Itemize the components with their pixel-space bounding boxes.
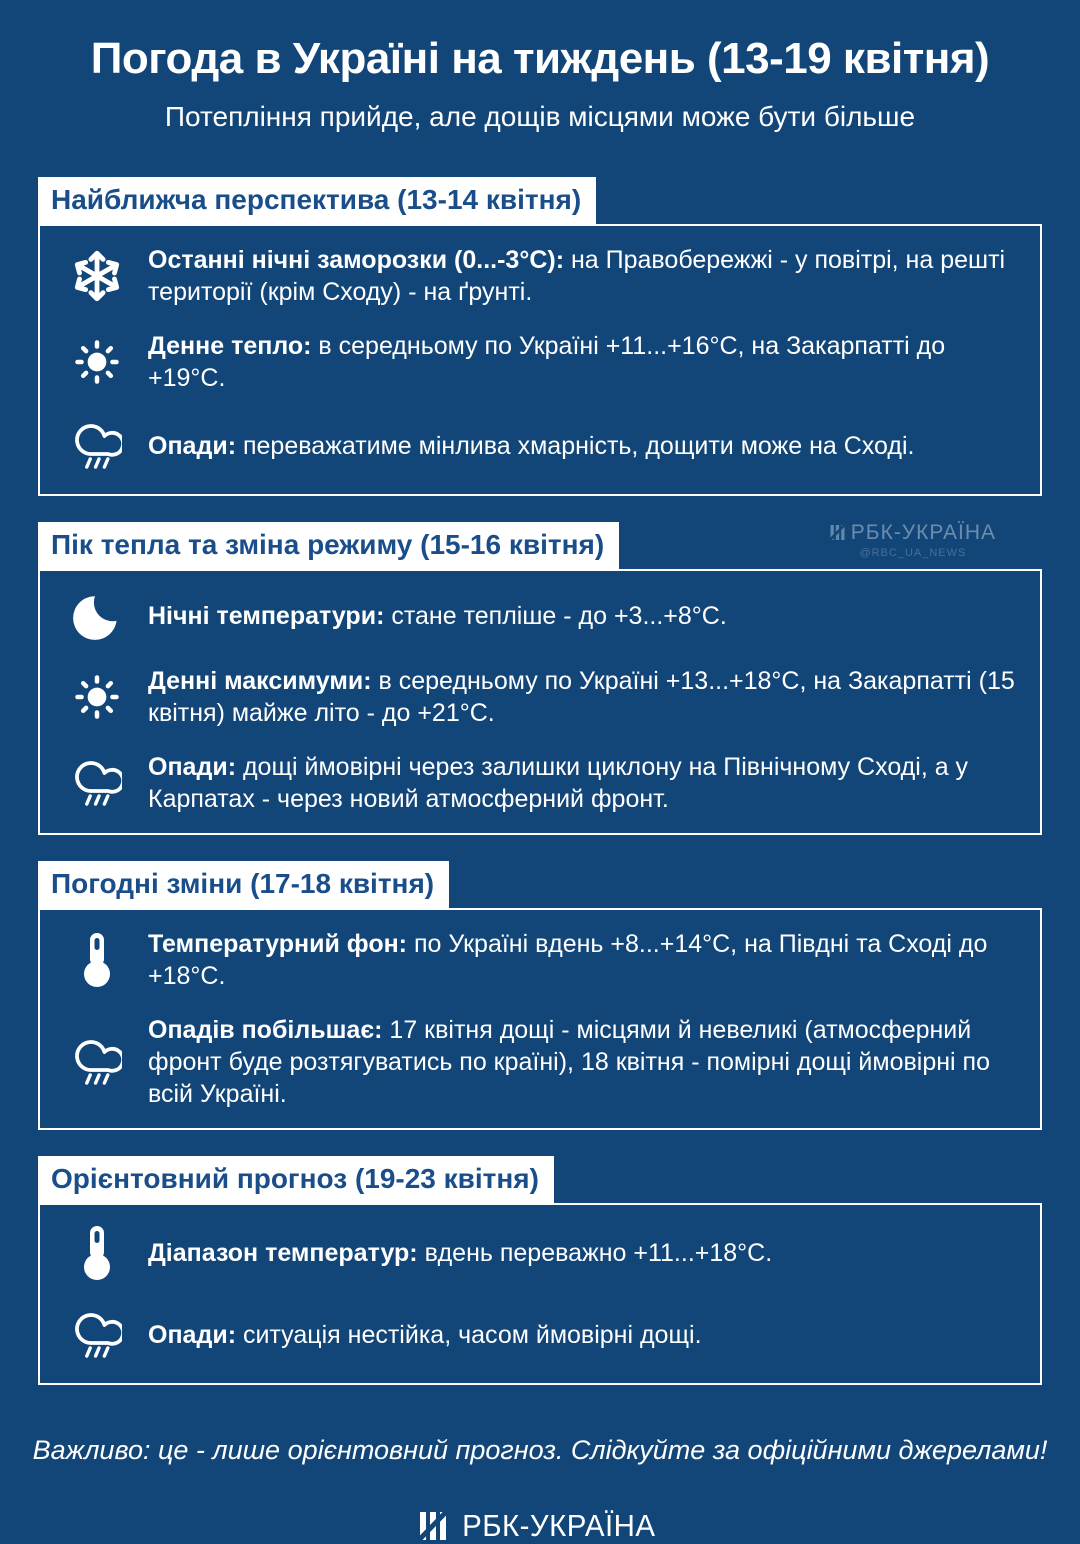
brand-logo-icon (419, 1511, 447, 1541)
section-header: Найближча перспектива (13-14 квітня) (38, 177, 596, 224)
moon-icon (58, 589, 136, 643)
forecast-text (148, 1237, 1020, 1269)
watermark-brand: РБК-УКРАЇНА (850, 520, 996, 544)
forecast-lead: Опади: (148, 752, 237, 781)
forecast-lead: Денне тепло: (148, 331, 312, 360)
thermometer-icon (58, 930, 136, 990)
rain-cloud-icon (58, 1032, 136, 1092)
section-panel (38, 1203, 1042, 1385)
forecast-item (58, 330, 1020, 394)
forecast-item (58, 751, 1020, 815)
section-panel (38, 224, 1042, 496)
forecast-lead: Нічні температури: (148, 601, 385, 630)
brand-footer (0, 1508, 1080, 1544)
rain-cloud-icon (58, 1305, 136, 1365)
forecast-body: 17 квітня дощі - місцями й невеликі (атмосферний фронт буде розтягуватись по країні), 18 квітня - помірні дощі ймовірні по всій Україні. (148, 1015, 990, 1108)
brand-name: РБК-УКРАЇНА (462, 1507, 656, 1543)
forecast-body: переважатиме мінлива хмарність, дощити може на Сході. (242, 431, 915, 460)
forecast-body: в середньому по Україні +13...+18°С, на Закарпатті (15 квітня) майже літо - до +21°С. (148, 666, 1015, 727)
forecast-item (58, 1305, 1020, 1365)
forecast-item (58, 589, 1020, 643)
forecast-lead: Опади: (148, 431, 237, 460)
forecast-body: дощі ймовірні через залишки циклону на Північному Сході, а у Карпатах - через новий атмосферний фронт. (148, 752, 969, 813)
forecast-item (58, 928, 1020, 992)
section-tentative-forecast (38, 1156, 1042, 1385)
forecast-body: ситуація нестійка, часом ймовірні дощі. (242, 1320, 702, 1349)
page-title: Погода в Україні на тиждень (13-19 квітня) (90, 34, 990, 83)
disclaimer-note: Важливо: це - лише орієнтовний прогноз. Слідкуйте за офіційними джерелами! (32, 1434, 1048, 1465)
sun-icon (58, 671, 136, 723)
rain-cloud-icon (58, 416, 136, 476)
forecast-lead: Діапазон температур: (148, 1238, 418, 1267)
forecast-lead: Температурний фон: (148, 929, 408, 958)
forecast-text (148, 1014, 1020, 1110)
watermark-handle: @RBC_UA_NEWS (859, 546, 967, 559)
forecast-text (148, 751, 1020, 815)
forecast-text (148, 600, 1020, 632)
section-weather-changes (38, 861, 1042, 1130)
forecast-body: на Правобережжі - у повітрі, на решті території (крім Сходу) - на ґрунті. (148, 245, 1006, 306)
forecast-item (58, 1014, 1020, 1110)
forecast-text (148, 330, 1020, 394)
section-panel (38, 908, 1042, 1130)
section-header: Орієнтовний прогноз (19-23 квітня) (38, 1156, 554, 1203)
section-header: Пік тепла та зміна режиму (15-16 квітня) (38, 522, 619, 569)
section-header: Погодні зміни (17-18 квітня) (38, 861, 449, 908)
sun-icon (58, 336, 136, 388)
watermark (830, 522, 996, 559)
section-panel (38, 569, 1042, 835)
section-heat-peak (38, 522, 1042, 835)
page-subtitle: Потепління прийде, але дощів місцями може бути більше (164, 100, 916, 132)
forecast-body: в середньому по Україні +11...+16°С, на Закарпатті до +19°С. (148, 331, 946, 392)
forecast-item (58, 665, 1020, 729)
forecast-text (148, 665, 1020, 729)
forecast-text (148, 430, 1020, 462)
snowflake-icon (58, 248, 136, 304)
forecast-text (148, 1319, 1020, 1351)
forecast-item (58, 1223, 1020, 1283)
forecast-lead: Денні максимуми: (148, 666, 372, 695)
forecast-lead: Останні нічні заморозки (0...-3°С): (148, 245, 565, 274)
forecast-lead: Опадів побільшає: (148, 1015, 383, 1044)
forecast-item (58, 416, 1020, 476)
section-nearest-outlook (38, 177, 1042, 496)
forecast-body: по Україні вдень +8...+14°С, на Півдні та Сході до +18°С. (148, 929, 988, 990)
watermark-logo-icon (830, 524, 845, 541)
thermometer-icon (58, 1223, 136, 1283)
forecast-body: стане тепліше - до +3...+8°С. (391, 601, 727, 630)
forecast-text (148, 244, 1020, 308)
forecast-lead: Опади: (148, 1320, 237, 1349)
forecast-body: вдень переважно +11...+18°С. (424, 1238, 773, 1267)
forecast-text (148, 928, 1020, 992)
forecast-item (58, 244, 1020, 308)
rain-cloud-icon (58, 753, 136, 813)
